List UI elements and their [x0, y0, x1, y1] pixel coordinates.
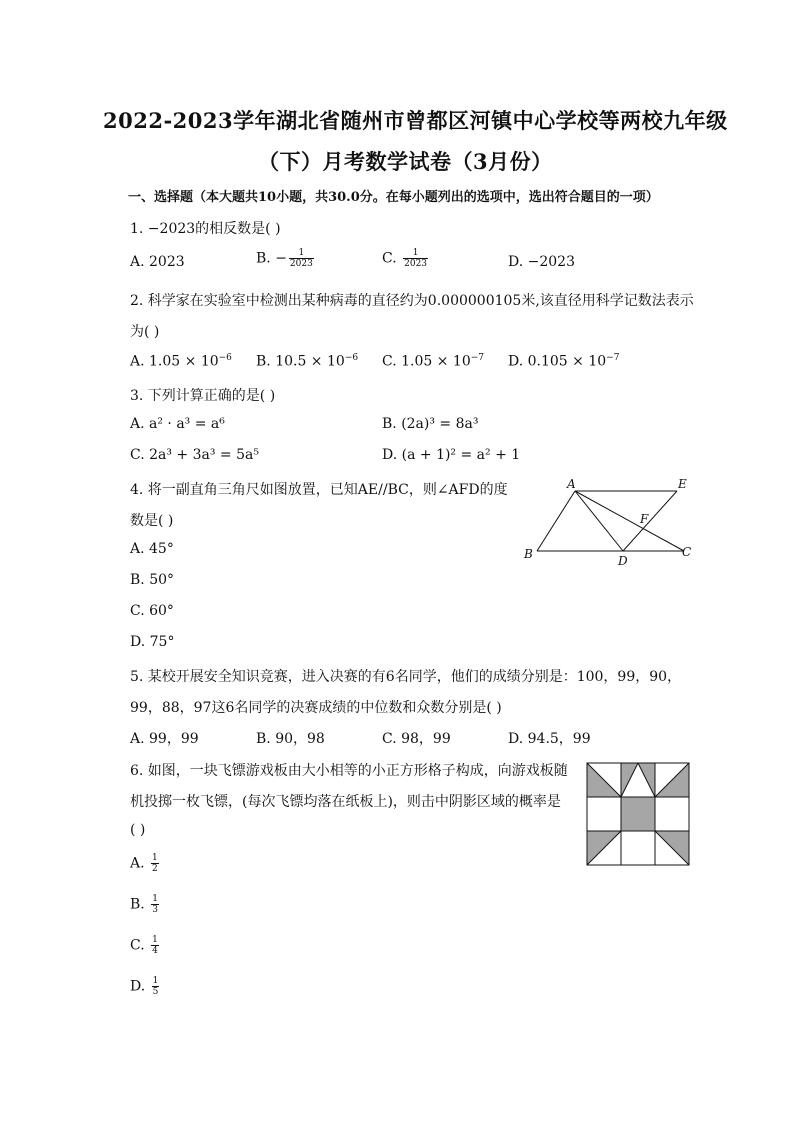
- q1-option-b-fraction: [289, 248, 314, 269]
- q2-option-b: [256, 353, 358, 370]
- q3-option-a: A. a² · a³ = a⁶: [130, 416, 225, 432]
- q6-option-d-prefix: D.: [130, 978, 150, 995]
- q2-option-a: [130, 353, 232, 370]
- q1-option-b-prefix: B. −: [256, 250, 287, 267]
- page-title-line2: （下）月考数学试卷（3月份）: [258, 149, 553, 174]
- q2-stem-line1: 2. 科学家在实验室中检测出某种病毒的直径约为0.000000105米,该直径用科学记数法表示: [130, 293, 694, 309]
- q2-option-a-base: A. 1.05 × 10: [130, 353, 219, 370]
- q6-option-c: [130, 935, 159, 956]
- q5-option-c: C. 98，99: [382, 731, 451, 747]
- q4-option-d: D. 75°: [130, 634, 175, 650]
- page-title-line1: 2022-2023学年湖北省随州市曾都区河镇中心学校等两校九年级: [103, 108, 728, 133]
- q2-option-d: [508, 353, 619, 370]
- fraction-numerator: 1: [152, 894, 158, 904]
- q5-stem-line2: 99，88，97这6名同学的决赛成绩的中位数和众数分别是( ): [130, 700, 502, 716]
- q2-option-a-exp: −6: [218, 353, 232, 363]
- fraction-numerator: 1: [152, 976, 159, 986]
- fraction-numerator: 1: [152, 935, 158, 945]
- label-e: E: [678, 477, 687, 491]
- fraction-denominator: 2: [152, 864, 158, 874]
- label-f: F: [640, 512, 649, 526]
- q6-option-a-fraction: [151, 853, 159, 874]
- q2-option-b-exp: −6: [344, 353, 359, 363]
- q5-option-b: B. 90，98: [256, 731, 325, 747]
- q6-option-c-fraction: [151, 935, 159, 956]
- q4-option-c: C. 60°: [130, 603, 174, 619]
- fraction-denominator: 4: [152, 946, 158, 956]
- q4-option-b: B. 50°: [130, 572, 175, 588]
- q5-option-d: D. 94.5，99: [508, 731, 591, 747]
- q1-option-d: D. −2023: [508, 254, 575, 270]
- q3-option-b: B. (2a)³ = 8a³: [382, 416, 479, 432]
- q1-option-b: [256, 248, 314, 269]
- line-ac: [575, 491, 684, 551]
- q4-option-a: A. 45°: [130, 541, 174, 557]
- q3-option-d: D. (a + 1)² = a² + 1: [382, 447, 521, 463]
- q6-stem-line3: ( ): [130, 822, 146, 838]
- label-b: B: [524, 547, 533, 561]
- q6-option-c-prefix: C.: [130, 937, 150, 954]
- q1-option-c: [382, 248, 428, 269]
- q6-dartboard-figure: [586, 762, 690, 866]
- fraction-denominator: 2023: [404, 259, 428, 269]
- q3-stem: 3. 下列计算正确的是( ): [130, 388, 276, 404]
- label-c: C: [682, 545, 692, 559]
- q2-option-c: [382, 353, 484, 370]
- line-ad: [575, 491, 623, 551]
- q6-option-d-fraction: [152, 976, 160, 997]
- q6-stem-line1: 6. 如图，一块飞镖游戏板由大小相等的小正方形格子构成，向游戏板随: [130, 763, 568, 779]
- q6-option-b: [130, 894, 159, 915]
- q1-option-c-prefix: C.: [382, 250, 402, 267]
- fraction-numerator: 1: [289, 248, 314, 259]
- q1-stem: 1. −2023的相反数是( ): [130, 221, 281, 237]
- q1-option-c-fraction: [403, 248, 428, 269]
- line-de: [623, 491, 677, 551]
- fraction-denominator: 2023: [289, 259, 313, 269]
- section-header: 一、选择题（本大题共10小题，共30.0分。在每小题列出的选项中，选出符合题目的一项）: [128, 190, 659, 205]
- q2-stem-line2: 为( ): [130, 324, 160, 340]
- q6-option-d: [130, 976, 159, 997]
- q3-option-c: C. 2a³ + 3a³ = 5a⁵: [130, 447, 259, 463]
- fraction-numerator: 1: [152, 853, 158, 863]
- label-a: A: [567, 477, 576, 491]
- q6-option-b-prefix: B.: [130, 896, 150, 913]
- line-ab: [537, 491, 575, 551]
- q2-option-c-exp: −7: [470, 353, 485, 363]
- q2-option-d-base: D. 0.105 × 10: [508, 353, 607, 370]
- q4-stem-line1: 4. 将一副直角三角尺如图放置，已知AE//BC，则∠AFD的度: [130, 482, 508, 498]
- q6-stem-line2: 机投掷一枚飞镖，(每次飞镖均落在纸板上)，则击中阴影区域的概率是: [130, 794, 561, 810]
- q2-option-b-base: B. 10.5 × 10: [256, 353, 345, 370]
- q6-option-a-prefix: A.: [130, 855, 150, 872]
- q5-stem-line1: 5. 某校开展安全知识竞赛，进入决赛的有6名同学，他们的成绩分别是：100，99，90，: [130, 669, 682, 685]
- q4-triangle-figure: [520, 474, 700, 574]
- q6-option-b-fraction: [151, 894, 159, 915]
- q4-stem-line2: 数是( ): [130, 513, 174, 529]
- shaded-square: [621, 797, 655, 831]
- q2-option-d-exp: −7: [606, 353, 620, 363]
- fraction-numerator: 1: [403, 248, 428, 259]
- q1-option-a: A. 2023: [130, 254, 185, 270]
- q6-option-a: [130, 853, 159, 874]
- fraction-denominator: 3: [152, 905, 158, 915]
- q2-option-c-base: C. 1.05 × 10: [382, 353, 471, 370]
- q5-option-a: A. 99，99: [130, 731, 199, 747]
- fraction-denominator: 5: [152, 987, 159, 997]
- label-d: D: [618, 554, 628, 568]
